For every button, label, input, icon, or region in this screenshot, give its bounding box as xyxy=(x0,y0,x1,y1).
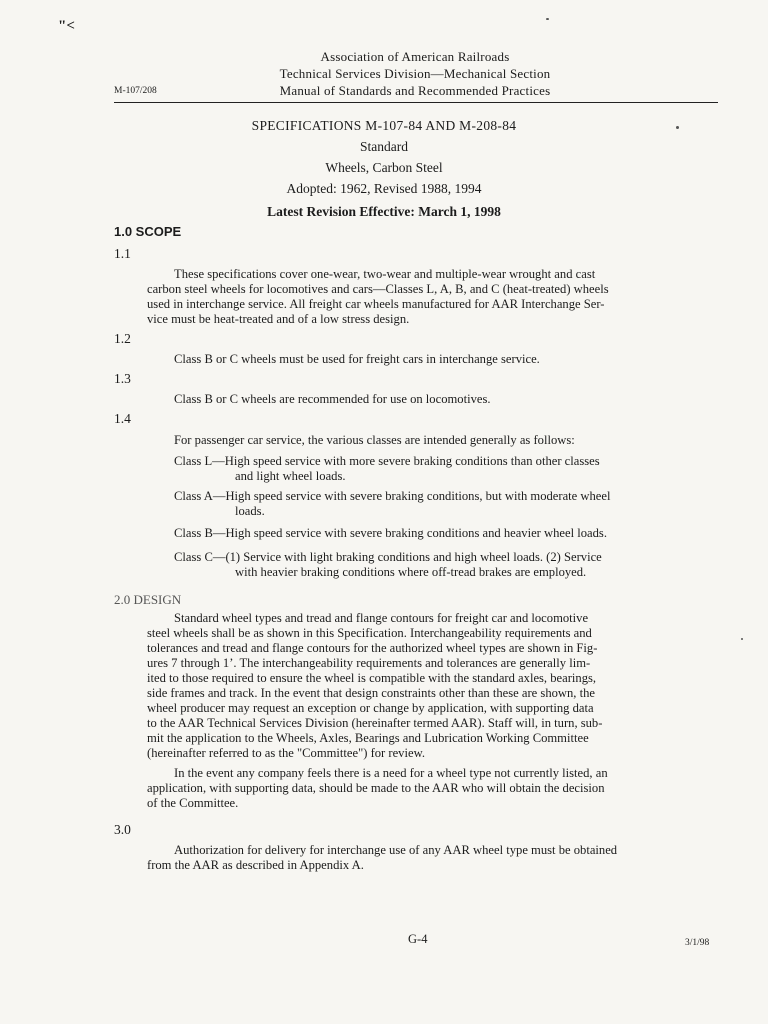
section-2-p1-line-2: steel wheels shall be as shown in this Specification. Interchangeability requirements and xyxy=(147,626,592,640)
class-a-item xyxy=(174,489,719,518)
section-2-p1-line-5: ited to those required to ensure the wheel is compatible with the standard axles, bearings, xyxy=(147,671,597,685)
section-1-heading: 1.0 SCOPE xyxy=(114,224,182,239)
section-1-1-line-2: carbon steel wheels for locomotives and cars—Classes L, A, B, and C (heat-treated) wheels xyxy=(147,282,609,296)
doc-id: M-107/208 xyxy=(114,86,157,96)
org-name: Association of American Railroads xyxy=(320,49,510,64)
spec-subject: Wheels, Carbon Steel xyxy=(325,160,443,175)
class-b-item xyxy=(174,526,719,541)
section-2-p2-line-1: In the event any company feels there is a need for a wheel type not currently listed, an xyxy=(174,766,608,780)
class-a-label: Class A— xyxy=(174,489,226,503)
section-1-1-number: 1.1 xyxy=(114,246,131,261)
section-2-heading: 2.0 DESIGN xyxy=(114,592,182,607)
scan-speck xyxy=(676,126,679,129)
spec-adopted: Adopted: 1962, Revised 1988, 1994 xyxy=(286,181,482,196)
section-1-2-text: Class B or C wheels must be used for freight cars in interchange service. xyxy=(174,352,540,366)
class-b-line-1: High speed service with severe braking conditions and heavier wheel loads. xyxy=(225,526,607,540)
spec-standard: Standard xyxy=(360,139,408,154)
class-l-line-2: and light wheel loads. xyxy=(235,468,346,483)
class-l-item xyxy=(174,454,719,483)
section-2-p1-line-9: mit the application to the Wheels, Axles, Bearings and Lubrication Working Committee xyxy=(147,731,589,745)
section-3-number: 3.0 xyxy=(114,822,131,837)
section-1-1-line-4: vice must be heat-treated and of a low stress design. xyxy=(147,312,410,326)
section-1-4-number: 1.4 xyxy=(114,411,131,426)
class-b-label: Class B— xyxy=(174,526,226,540)
section-1-2-number: 1.2 xyxy=(114,331,131,346)
class-a-line-2: loads. xyxy=(235,503,265,518)
section-3-line-1: Authorization for delivery for interchange use of any AAR wheel type must be obtained xyxy=(174,843,618,857)
manual-title: Manual of Standards and Recommended Practices xyxy=(279,83,551,98)
section-1-1-line-1: These specifications cover one-wear, two-wear and multiple-wear wrought and cast xyxy=(174,267,596,281)
class-c-line-1: (1) Service with light braking conditions and high wheel loads. (2) Service xyxy=(225,550,602,564)
spec-title: SPECIFICATIONS M-107-84 AND M-208-84 xyxy=(251,118,517,133)
header-rule xyxy=(114,102,718,103)
section-2-p1-line-8: to the AAR Technical Services Division (hereinafter termed AAR). Staff will, in turn, sub- xyxy=(147,716,603,730)
section-2-p2-line-3: of the Committee. xyxy=(147,796,239,810)
class-l-line-1: High speed service with more severe braking conditions than other classes xyxy=(224,454,600,468)
footer-date: 3/1/98 xyxy=(685,938,710,948)
section-2-p1-line-7: wheel producer may request an exception or change by application, with supporting data xyxy=(147,701,594,715)
section-2-p1-line-3: tolerances and tread and flange contours for the authorized wheel types are shown in Fig- xyxy=(147,641,598,655)
page-number: G-4 xyxy=(408,932,428,946)
class-c-label: Class C— xyxy=(174,550,226,564)
class-a-line-1: High speed service with severe braking conditions, but with moderate wheel xyxy=(225,489,611,503)
scan-speck xyxy=(546,18,549,20)
section-1-3-number: 1.3 xyxy=(114,371,131,386)
spec-effective: Latest Revision Effective: March 1, 1998 xyxy=(267,204,501,219)
class-c-line-2: with heavier braking conditions where off-tread brakes are employed. xyxy=(235,564,587,579)
section-1-1-line-3: used in interchange service. All freight car wheels manufactured for AAR Interchange Ser- xyxy=(147,297,605,311)
division-name: Technical Services Division—Mechanical Section xyxy=(279,66,551,81)
section-3-line-2: from the AAR as described in Appendix A. xyxy=(147,858,364,872)
section-1-4-intro: For passenger car service, the various classes are intended generally as follows: xyxy=(174,433,575,447)
section-2-p2-line-2: application, with supporting data, should be made to the AAR who will obtain the decision xyxy=(147,781,605,795)
class-l-label: Class L— xyxy=(174,454,225,468)
section-2-p1-line-4: ures 7 through 1’. The interchangeability requirements and tolerances are generally lim- xyxy=(147,656,591,670)
scan-speck xyxy=(741,638,743,640)
corner-mark: "< xyxy=(58,18,75,34)
section-2-p1-line-6: side frames and track. In the event that design constraints other than these are shown, the xyxy=(147,686,595,700)
class-c-item xyxy=(174,550,719,579)
section-2-p1-line-1: Standard wheel types and tread and flange contours for freight car and locomotive xyxy=(174,611,589,625)
section-2-p1-line-10: (hereinafter referred to as the "Committee") for review. xyxy=(147,746,425,760)
section-1-3-text: Class B or C wheels are recommended for use on locomotives. xyxy=(174,392,491,406)
